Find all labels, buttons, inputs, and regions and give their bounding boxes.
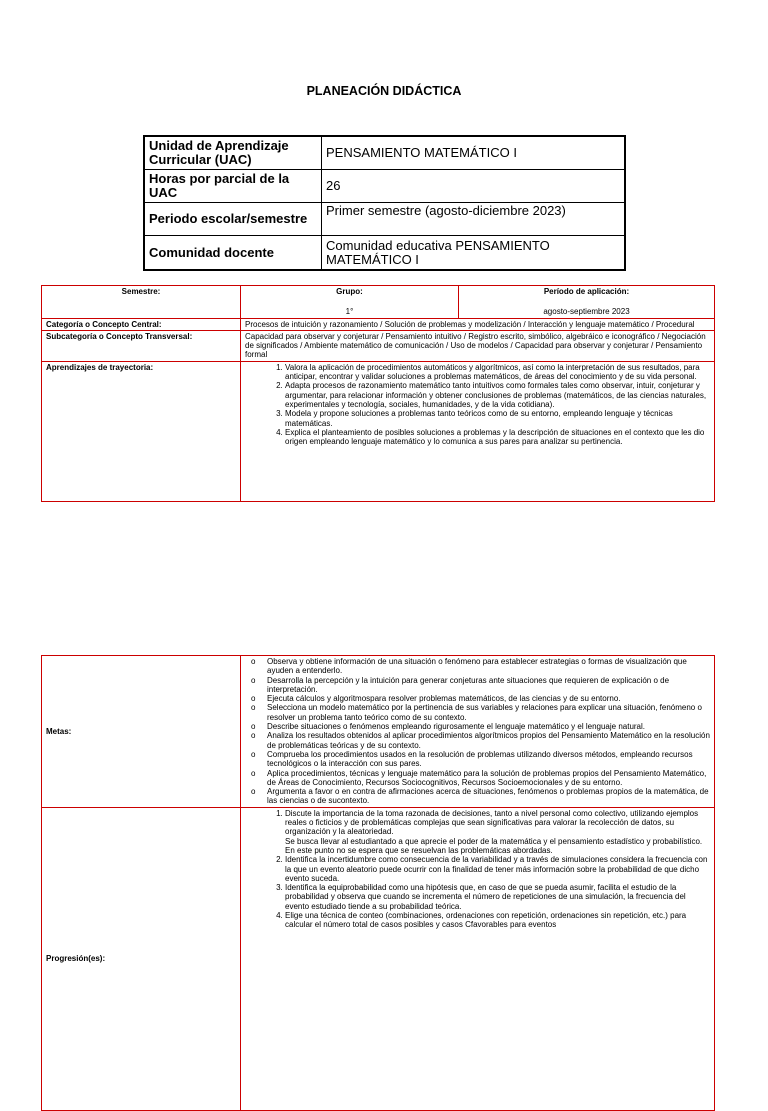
aprendizajes-row xyxy=(42,361,715,501)
aprendizajes-cell xyxy=(241,361,715,501)
subcategoria-label: Subcategoría o Concepto Transversal: xyxy=(42,330,241,361)
list-item xyxy=(285,855,710,883)
uac-label: Comunidad docente xyxy=(144,236,322,271)
uac-row-unidad xyxy=(144,136,625,170)
subcategoria-value: Capacidad para observar y conjeturar / Pensamiento intuitivo / Registro escrito, simbólico, algebráico e iconográfico / Negociación de significados / Ambiente matemático de comunicación / Uso de modelos / Capacidad para observar y conjeturar / Pensamiento formal xyxy=(241,330,715,361)
uac-label: Periodo escolar/semestre xyxy=(144,203,322,236)
list-item: o Aplica procedimientos, técnicas y lenguaje matemático para la solución de problemas propios del Pensamiento Matemático, de Áreas de Conocimiento, Recursos Sociocognitivos, Recursos Socioemocionales y de su entorno. xyxy=(267,769,710,788)
list-item: o Observa y obtiene información de una situación o fenómeno para establecer estrategias o formas de visualización que ayuden a entenderlo. xyxy=(267,657,710,676)
list-item: 4. Explica el planteamiento de posibles soluciones a problemas y la descripción de situaciones en el contexto que les dio origen empleando lenguaje matemático y lo comunica a sus pares para analizar su pertinencia. xyxy=(285,428,710,447)
list-item: 3. Modela y propone soluciones a problemas tanto teóricos como de su entorno, empleando lenguaje y técnicas matemáticas. xyxy=(285,409,710,428)
progresiones-label: Progresión(es): xyxy=(42,807,241,1110)
list-item: 2. Adapta procesos de razonamiento matemático tanto intuitivos como formales tales como observar, intuir, conjeturar y argumentar, para relacionar información y obtener conclusiones de problemas (matemáticos, de las ciencias naturales, experimentales y tecnología, sociales, humanidades, y de la vida cotidiana). xyxy=(285,381,710,409)
metas-row xyxy=(42,656,715,808)
list-item: o Comprueba los procedimientos usados en la resolución de problemas utilizando diversos métodos, empleando recursos tecnológicos o la interacción con sus pares. xyxy=(267,750,710,769)
header-row xyxy=(42,286,715,319)
list-item: o Analiza los resultados obtenidos al aplicar procedimientos algorítmicos propios del Pensamiento Matemático en la resolución de problemáticas teóricas y de su contexto. xyxy=(267,731,710,750)
progresion-extra: Se busca llevar al estudiantado a que aprecie el poder de la matemática y el pensamiento estadístico y probabilístico. En este punto no se espera que se resuelvan las problemáticas abordadas. xyxy=(285,836,703,855)
list-item: 1. Valora la aplicación de procedimientos automáticos y algorítmicos, así como la interpretación de sus resultados, para anticipar, encontrar y validar soluciones a problemas matemáticos, de áreas del conocimiento y de su vida personal. xyxy=(285,363,710,382)
planning-table xyxy=(41,285,715,502)
uac-row-horas xyxy=(144,170,625,203)
semestre-cell xyxy=(42,286,241,319)
grupo-value: 1° xyxy=(345,307,354,317)
list-item: o Argumenta a favor o en contra de afirmaciones acerca de situaciones, fenómenos o problemas propios de la matemática, de las ciencias o de sucontexto. xyxy=(267,787,710,806)
progresion-text: Discute la importancia de la toma razonada de decisiones, tanto a nivel personal como colectivo, utilizando ejemplos reales o ficticios y de problemáticas complejas que sean significativas para valorar la recolección de datos, su organización y la aleatoriedad. xyxy=(285,808,699,837)
grupo-cell xyxy=(241,286,459,319)
metas-cell xyxy=(241,656,715,808)
uac-row-periodo xyxy=(144,203,625,236)
periodo-cell xyxy=(459,286,715,319)
aprendizajes-label: Aprendizajes de trayectoria: xyxy=(42,361,241,501)
list-item xyxy=(285,911,710,930)
subcategoria-row xyxy=(42,330,715,361)
progresion-text: Elige una técnica de conteo (combinaciones, ordenaciones con repetición, ordenaciones sin repetición, etc.) para calcular el número total de casos posibles y casos Cfavorables para eventos xyxy=(285,911,687,930)
uac-value: PENSAMIENTO MATEMÁTICO I xyxy=(322,136,626,170)
list-item: o Describe situaciones o fenómenos empleando rigurosamente el lenguaje matemático y el lenguaje natural. xyxy=(267,722,710,731)
categoria-label: Categoría o Concepto Central: xyxy=(42,318,241,330)
progresion-text: Identifica la equiprobabilidad como una hipótesis que, en caso de que se pueda asumir, facilita el estudio de la probabilidad y observa que cuando se incrementa el número de repeticiones de una simulación, la frecuencia del evento estudiado tiende a su probabilidad teórica. xyxy=(285,883,686,911)
progresiones-row xyxy=(42,807,715,1110)
page-title: PLANEACIÓN DIDÁCTICA xyxy=(306,84,462,98)
metas-progresiones-table xyxy=(41,655,715,1111)
list-item xyxy=(285,883,710,911)
uac-info-table xyxy=(143,135,626,271)
semestre-label: Semestre: xyxy=(121,287,161,296)
aprendizajes-list xyxy=(245,363,710,447)
uac-row-comunidad xyxy=(144,236,625,271)
list-item: o Ejecuta cálculos y algoritmospara resolver problemas matemáticos, de las ciencias y de su entorno. xyxy=(267,694,710,703)
list-item: o Selecciona un modelo matemático por la pertinencia de sus variables y relaciones para explicar una situación, fenómeno o resolver un problema tanto teórico como de su contexto. xyxy=(267,703,710,722)
list-item xyxy=(285,809,710,855)
uac-label: Unidad de Aprendizaje Curricular (UAC) xyxy=(144,136,322,170)
progresion-text: Identifica la incertidumbre como consecuencia de la variabilidad y a través de simulaciones considera la frecuencia con la que un evento aleatorio puede ocurrir con la finalidad de tener más información sobre la probabilidad de que dicho evento suceda. xyxy=(285,855,708,883)
periodo-label: Período de aplicación: xyxy=(543,287,630,296)
uac-value: Comunidad educativa PENSAMIENTO MATEMÁTICO I xyxy=(322,236,626,271)
grupo-label: Grupo: xyxy=(336,287,363,296)
progresiones-cell xyxy=(241,807,715,1110)
metas-list xyxy=(245,657,710,806)
progresiones-list xyxy=(245,809,710,930)
uac-value: Primer semestre (agosto-diciembre 2023) xyxy=(322,203,626,236)
uac-value: 26 xyxy=(322,170,626,203)
uac-label: Horas por parcial de la UAC xyxy=(144,170,322,203)
list-item: o Desarrolla la percepción y la intuición para generar conjeturas ante situaciones que requieren de explicación o de interpretación. xyxy=(267,676,710,695)
periodo-value: agosto-septiembre 2023 xyxy=(543,307,630,317)
categoria-value: Procesos de intuición y razonamiento / Solución de problemas y modelización / Interacción y lenguaje matemático / Procedural xyxy=(241,318,715,330)
categoria-row xyxy=(42,318,715,330)
metas-label: Metas: xyxy=(42,656,241,808)
